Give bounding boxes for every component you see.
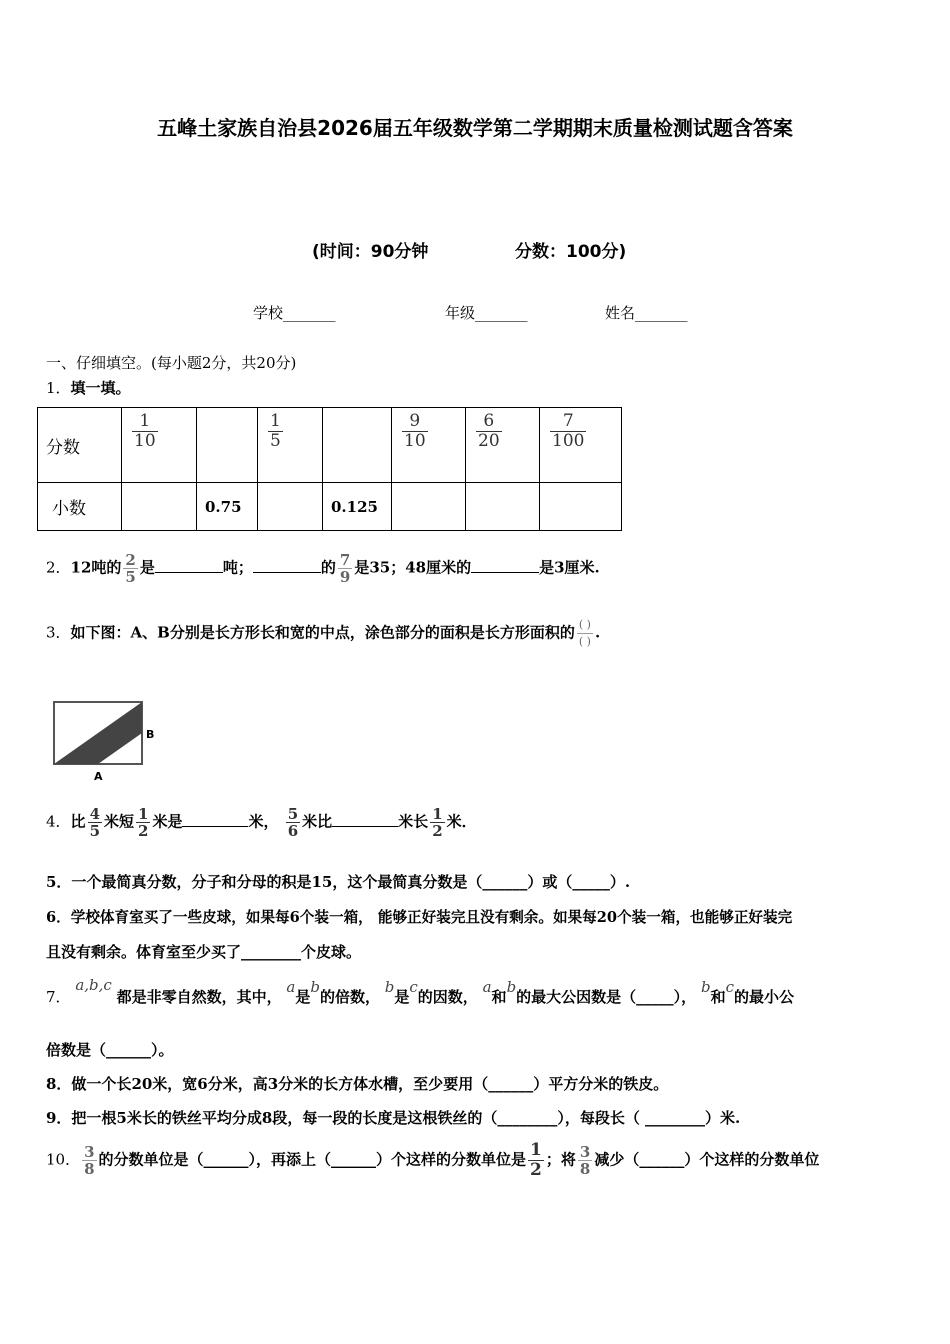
document-title: 五峰土家族自治县2026届五年级数学第二学期期末质量检测试题含答案 (157, 116, 793, 140)
fraction: $\frac{1}{10}$ (134, 411, 156, 451)
question-7-line2: 倍数是（______）。 (46, 1041, 174, 1059)
q1-text: 填一填。 (70, 379, 131, 397)
q2-text: 吨； (222, 558, 253, 577)
row-header-decimal: 小数 (38, 483, 122, 531)
fraction-decimal-table (37, 407, 622, 531)
fraction: $\frac{7}{9}$ (339, 551, 351, 586)
table-cell (392, 483, 466, 531)
question-6-line1: 6．学校体育室买了一些皮球，如果每6个装一箱， 能够正好装完且没有剩余。如果每20个装一箱，也能够正好装完 (46, 909, 793, 926)
fraction: $\frac{9}{10}$ (404, 411, 426, 451)
question-6-line2: 且没有剩余。体育室至少买了________个皮球。 (46, 943, 362, 961)
row-header-fraction: 分数 (38, 408, 122, 483)
table-cell (122, 408, 197, 483)
table-cell (323, 408, 392, 483)
grade-field: 年级_______ (445, 304, 528, 322)
fraction: $\frac{4}{5}$ (89, 805, 100, 840)
question-7: 7． a,b,c 都是非零自然数，其中， a是b的倍数， b是c的因数， a和b的最大公因数是（_____）， b和c的最小公 (46, 976, 795, 1006)
table-cell (258, 483, 323, 531)
exam-time: (时间：90分钟 (312, 242, 429, 262)
fraction: $\frac{3}{8}$ (84, 1143, 95, 1178)
answer-blank[interactable] (253, 558, 321, 573)
q2-text: 的 (320, 558, 336, 577)
fraction: $\frac{2}{5}$ (125, 551, 136, 586)
answer-blank[interactable] (155, 558, 223, 573)
q2-label: 2． (46, 558, 71, 577)
fraction: $\frac{1}{2}$ (530, 1140, 542, 1180)
fraction: $\frac{3}{8}$ (579, 1143, 591, 1178)
table-row (38, 483, 622, 531)
q7-label: 7． (46, 988, 71, 1006)
fraction: $\frac{7}{100}$ (552, 411, 585, 451)
q3-label: 3． (46, 623, 71, 642)
label-a: A (94, 770, 103, 783)
question-10: 10． $\frac{3}{8}$ 的分数单位是（______），再添上（______）个这样的分数单位是 $\frac{1}{2}$ ；将 $\frac{3}{8}$ 减少（______）个这样的分数单位 (46, 1140, 820, 1180)
fraction: $\frac{1}{2}$ (138, 805, 149, 840)
table-row (38, 408, 622, 483)
rectangle-figure (48, 698, 163, 786)
exam-score: 分数：100分) (515, 242, 627, 262)
q2-text: 是 (139, 558, 155, 577)
fraction: $\frac{5}{6}$ (287, 805, 299, 840)
q2-text: 是3厘米. (539, 558, 600, 577)
table-cell: 0.125 (323, 483, 392, 531)
fraction: $\frac{1}{2}$ (432, 805, 443, 840)
answer-fraction[interactable]: $\frac{( )}{( )}$ (578, 618, 591, 648)
question-4: 4．比 $\frac{4}{5}$ 米短 $\frac{1}{2}$ 米是 米， $\frac{5}{6}$ 米比 米长 $\frac{1}{2}$ 米． (46, 805, 477, 840)
question-3: 3．如下图：A、B分别是长方形长和宽的中点，涂色部分的面积是长方形面积的 $\frac{( )}{( )}$ . (46, 618, 601, 648)
table-cell: 0.75 (197, 483, 258, 531)
label-b: B (146, 728, 155, 741)
table-cell (540, 408, 622, 483)
q7-vars: a,b,c (75, 976, 112, 994)
answer-blank[interactable] (332, 812, 398, 827)
q10-label: 10． (46, 1150, 81, 1169)
name-field: 姓名_______ (605, 304, 688, 322)
table-cell (466, 483, 540, 531)
table-cell (540, 483, 622, 531)
question-1 (46, 377, 131, 398)
q3-text: 如下图：A、B分别是长方形长和宽的中点，涂色部分的面积是长方形面积的 (70, 623, 575, 642)
answer-blank[interactable] (471, 558, 539, 573)
fraction: $\frac{1}{5}$ (270, 411, 281, 451)
fraction: $\frac{6}{20}$ (478, 411, 500, 451)
q2-text: 12吨的 (70, 558, 122, 577)
q2-text: 是35；48厘米的 (354, 558, 472, 577)
table-cell (122, 483, 197, 531)
shaded-region (54, 702, 142, 764)
question-9: 9．把一根5米长的铁丝平均分成8段，每一段的长度是这根铁丝的（________），每段长（ ________）米. (46, 1109, 741, 1127)
q4-label: 4． (46, 812, 71, 831)
q1-label: 1． (46, 379, 71, 397)
question-2 (46, 552, 600, 585)
question-8: 8．做一个长20米，宽6分米，高3分米的长方体水槽，至少要用（______）平方分米的铁皮。 (46, 1075, 669, 1093)
question-5: 5．一个最简真分数，分子和分母的积是15，这个最简真分数是（______）或（_____）. (46, 873, 631, 891)
answer-blank[interactable] (182, 812, 248, 827)
section-heading: 一、仔细填空。(每小题2分，共20分) (46, 354, 297, 372)
table-cell (197, 408, 258, 483)
table-cell (466, 408, 540, 483)
table-cell (258, 408, 323, 483)
school-field: 学校_______ (253, 304, 336, 322)
table-cell (392, 408, 466, 483)
